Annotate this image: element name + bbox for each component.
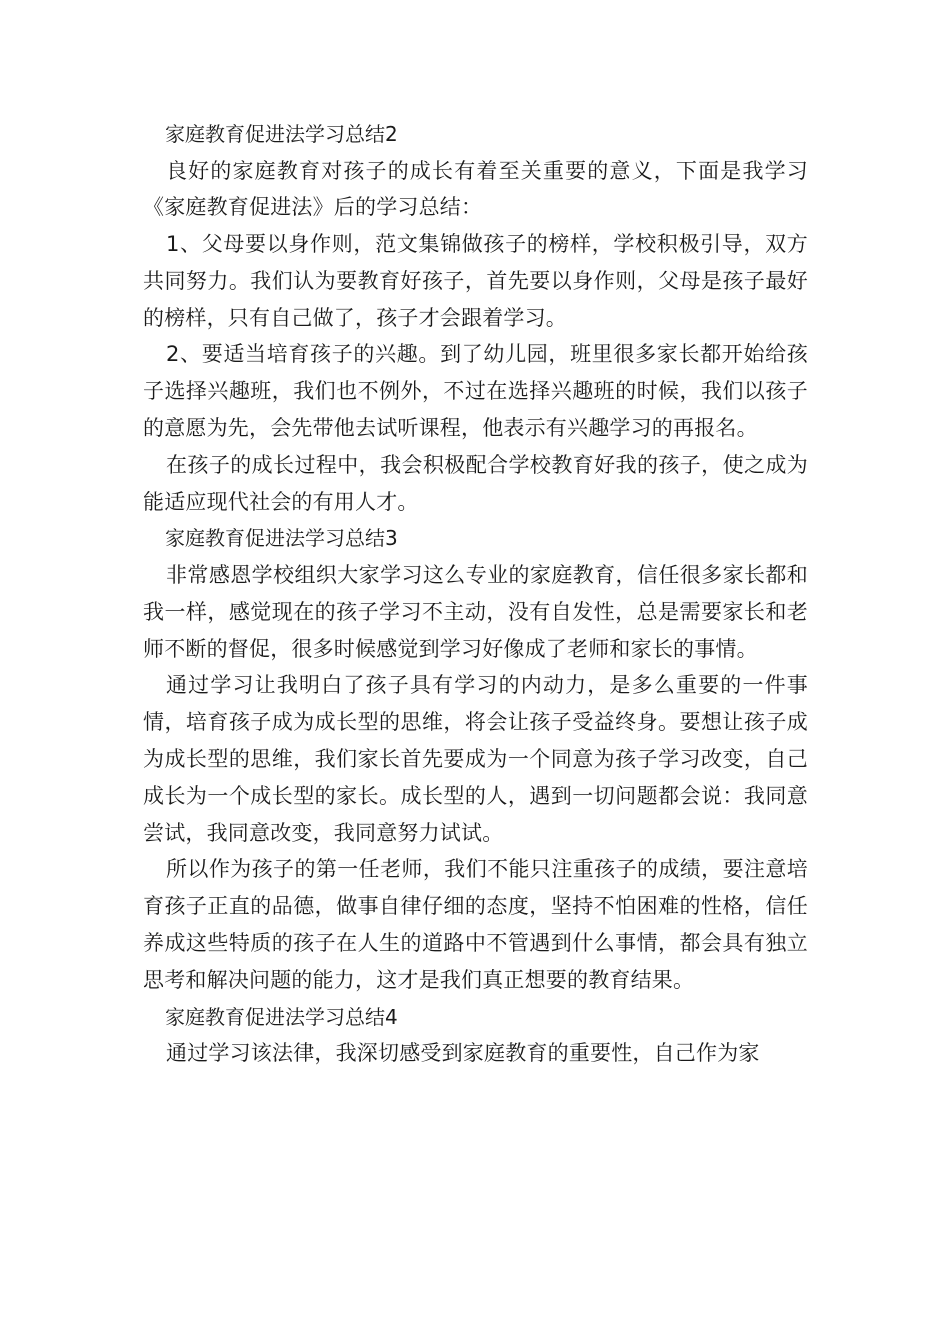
paragraph: 通过学习让我明白了孩子具有学习的内动力，是多么重要的一件事情，培育孩子成为成长型的思维，将会让孩子受益终身。要想让孩子成为成长型的思维，我们家长首先要成为一个同意为孩子学习改变，自己成长为一个成长型的家长。成长型的人，遇到一切问题都会说：我同意尝试，我同意改变，我同意努力试试。 — [143, 673, 808, 845]
section-heading: 家庭教育促进法学习总结2 — [165, 122, 398, 146]
paragraph: 良好的家庭教育对孩子的成长有着至关重要的意义，下面是我学习《家庭教育促进法》后的学习总结： — [143, 158, 808, 220]
paragraph: 1、父母要以身作则，范文集锦做孩子的榜样，学校积极引导，双方共同努力。我们认为要教育好孩子，首先要以身作则，父母是孩子最好的榜样，只有自己做了，孩子才会跟着学习。 — [143, 232, 808, 330]
paragraph: 通过学习该法律，我深切感受到家庭教育的重要性，自己作为家 — [166, 1041, 760, 1066]
paragraph: 在孩子的成长过程中，我会积极配合学校教育好我的孩子，使之成为能适应现代社会的有用人才。 — [143, 452, 808, 514]
section-heading: 家庭教育促进法学习总结3 — [165, 526, 398, 551]
section-heading: 家庭教育促进法学习总结4 — [165, 1004, 398, 1029]
paragraph: 所以作为孩子的第一任老师，我们不能只注重孩子的成绩，要注意培育孩子正直的品德，做事自律仔细的态度，坚持不怕困难的性格，信任养成这些特质的孩子在人生的道路中不管遇到什么事情，都会具有独立思考和解决问题的能力，这才是我们真正想要的教育结果。 — [143, 857, 808, 992]
paragraph: 2、要适当培育孩子的兴趣。到了幼儿园，班里很多家长都开始给孩子选择兴趣班，我们也不例外，不过在选择兴趣班的时候，我们以孩子的意愿为先，会先带他去试听课程，他表示有兴趣学习的再报名。 — [143, 342, 808, 441]
paragraph: 非常感恩学校组织大家学习这么专业的家庭教育，信任很多家长都和我一样，感觉现在的孩子学习不主动，没有自发性，总是需要家长和老师不断的督促，很多时候感觉到学习好像成了老师和家长的事情。 — [143, 562, 808, 661]
document-body — [143, 116, 808, 1072]
